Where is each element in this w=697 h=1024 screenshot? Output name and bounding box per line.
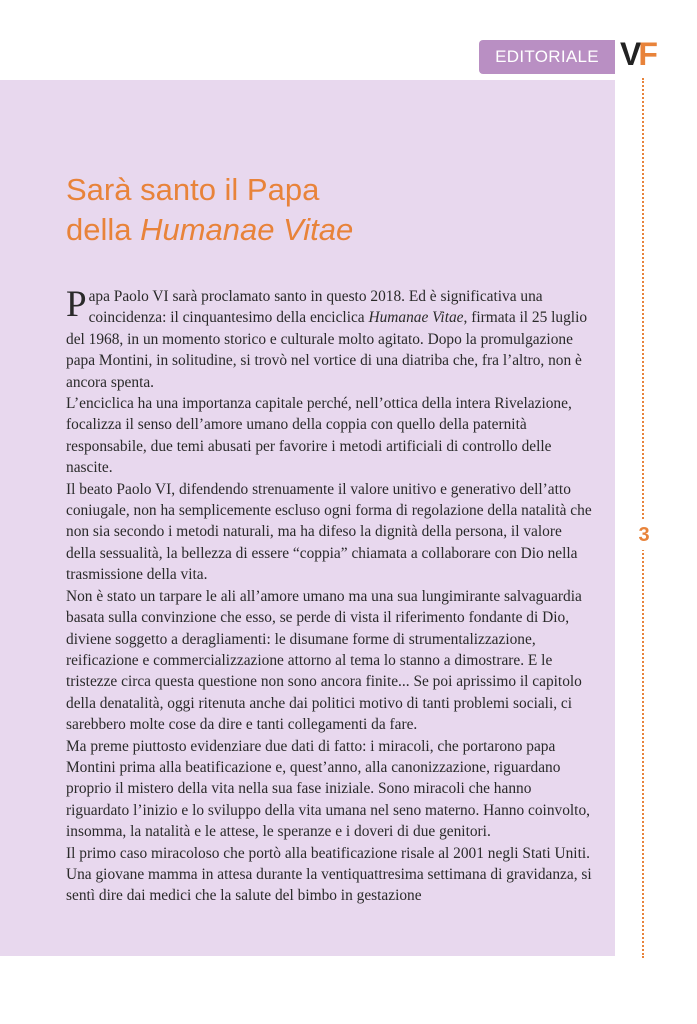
title-line-2-prefix: della xyxy=(66,212,141,247)
paragraph-1-text-a: apa Paolo VI sarà proclamato santo in questo 2018. Ed è significativa una coincidenza: il cinquantesimo della enciclica xyxy=(88,288,543,327)
logo-letter-v: V xyxy=(620,36,639,72)
paragraph-1 xyxy=(66,286,594,393)
article-body xyxy=(66,286,594,907)
paragraph-1-text-b: , firmata il 25 luglio del 1968, in un momento storico e culturale molto agitato. Dopo la promulgazione papa Montini, in solitudine, si trovò nel vortice di una diatriba che, fra l’altro, non è ancora spenta. xyxy=(66,309,588,391)
drop-cap: P xyxy=(66,284,87,325)
paragraph-3: Il beato Paolo VI, difendendo strenuamente il valore unitivo e generativo dell’atto coniugale, non ha semplicemente escluso ogni forma di regolazione della natalità che non sia secondo i metodi naturali, ma ha difeso la dignità della persona, il valore della sessualità, la bellezza di essere “coppia” chiamata a collaborare con Dio nella trasmissione della vita. xyxy=(66,480,592,584)
logo-letter-f: F xyxy=(638,36,655,72)
paragraph-5: Ma preme piuttosto evidenziare due dati di fatto: i miracoli, che portarono papa Montini prima alla beatificazione e, quest’anno, alla canonizzazione, riguardano proprio il mistero della vita nella sua fase iniziale. Sono miracoli che hanno riguardato l’inizio e lo sviluppo della vita umana nel seno materno. Hanno coinvolto, insomma, la natalità e le attese, le speranze e i doveri di due genitori. xyxy=(66,737,591,841)
paragraph-6: Il primo caso miracoloso che portò alla beatificazione risale al 2001 negli Stati Uniti. Una giovane mamma in attesa durante la ventiquattresima settimana di gravidanza, si sentì dire dai medici che la salute del bimbo in gestazione xyxy=(66,844,592,905)
margin-dotted-rule xyxy=(642,78,644,958)
article-title xyxy=(66,170,586,250)
page-number: 3 xyxy=(634,520,654,550)
title-line-2-italic: Humanae Vitae xyxy=(140,212,354,247)
paragraph-1-italic: Humanae Vitae xyxy=(368,309,464,327)
section-tab: EDITORIALE xyxy=(479,40,615,74)
title-line-1: Sarà santo il Papa xyxy=(66,172,320,207)
paragraph-4: Non è stato un tarpare le ali all’amore umano ma una sua lungimirante salvaguardia basata sulla convinzione che esso, se perde di vista il riferimento fondante di Dio, diviene soggetto a deragliamenti: le disumane forme di strumentalizzazione, reificazione e commercializzazione attorno al tema lo stanno a dimostrare. E le tristezze circa questa questione non sono ancora finite... Se poi aprissimo il capitolo della denatalità, oggi ritenuta anche dai politici motivo di tanti problemi sociali, ci sarebbero molte cose da dire e tanti collegamenti da fare. xyxy=(66,587,582,734)
magazine-logo xyxy=(620,34,660,74)
paragraph-2: L’enciclica ha una importanza capitale perché, nell’ottica della intera Rivelazione, focalizza il senso dell’amore umano della coppia con quello della paternità responsabile, due temi abusati per favorire i metodi artificiali di controllo delle nascite. xyxy=(66,395,572,477)
